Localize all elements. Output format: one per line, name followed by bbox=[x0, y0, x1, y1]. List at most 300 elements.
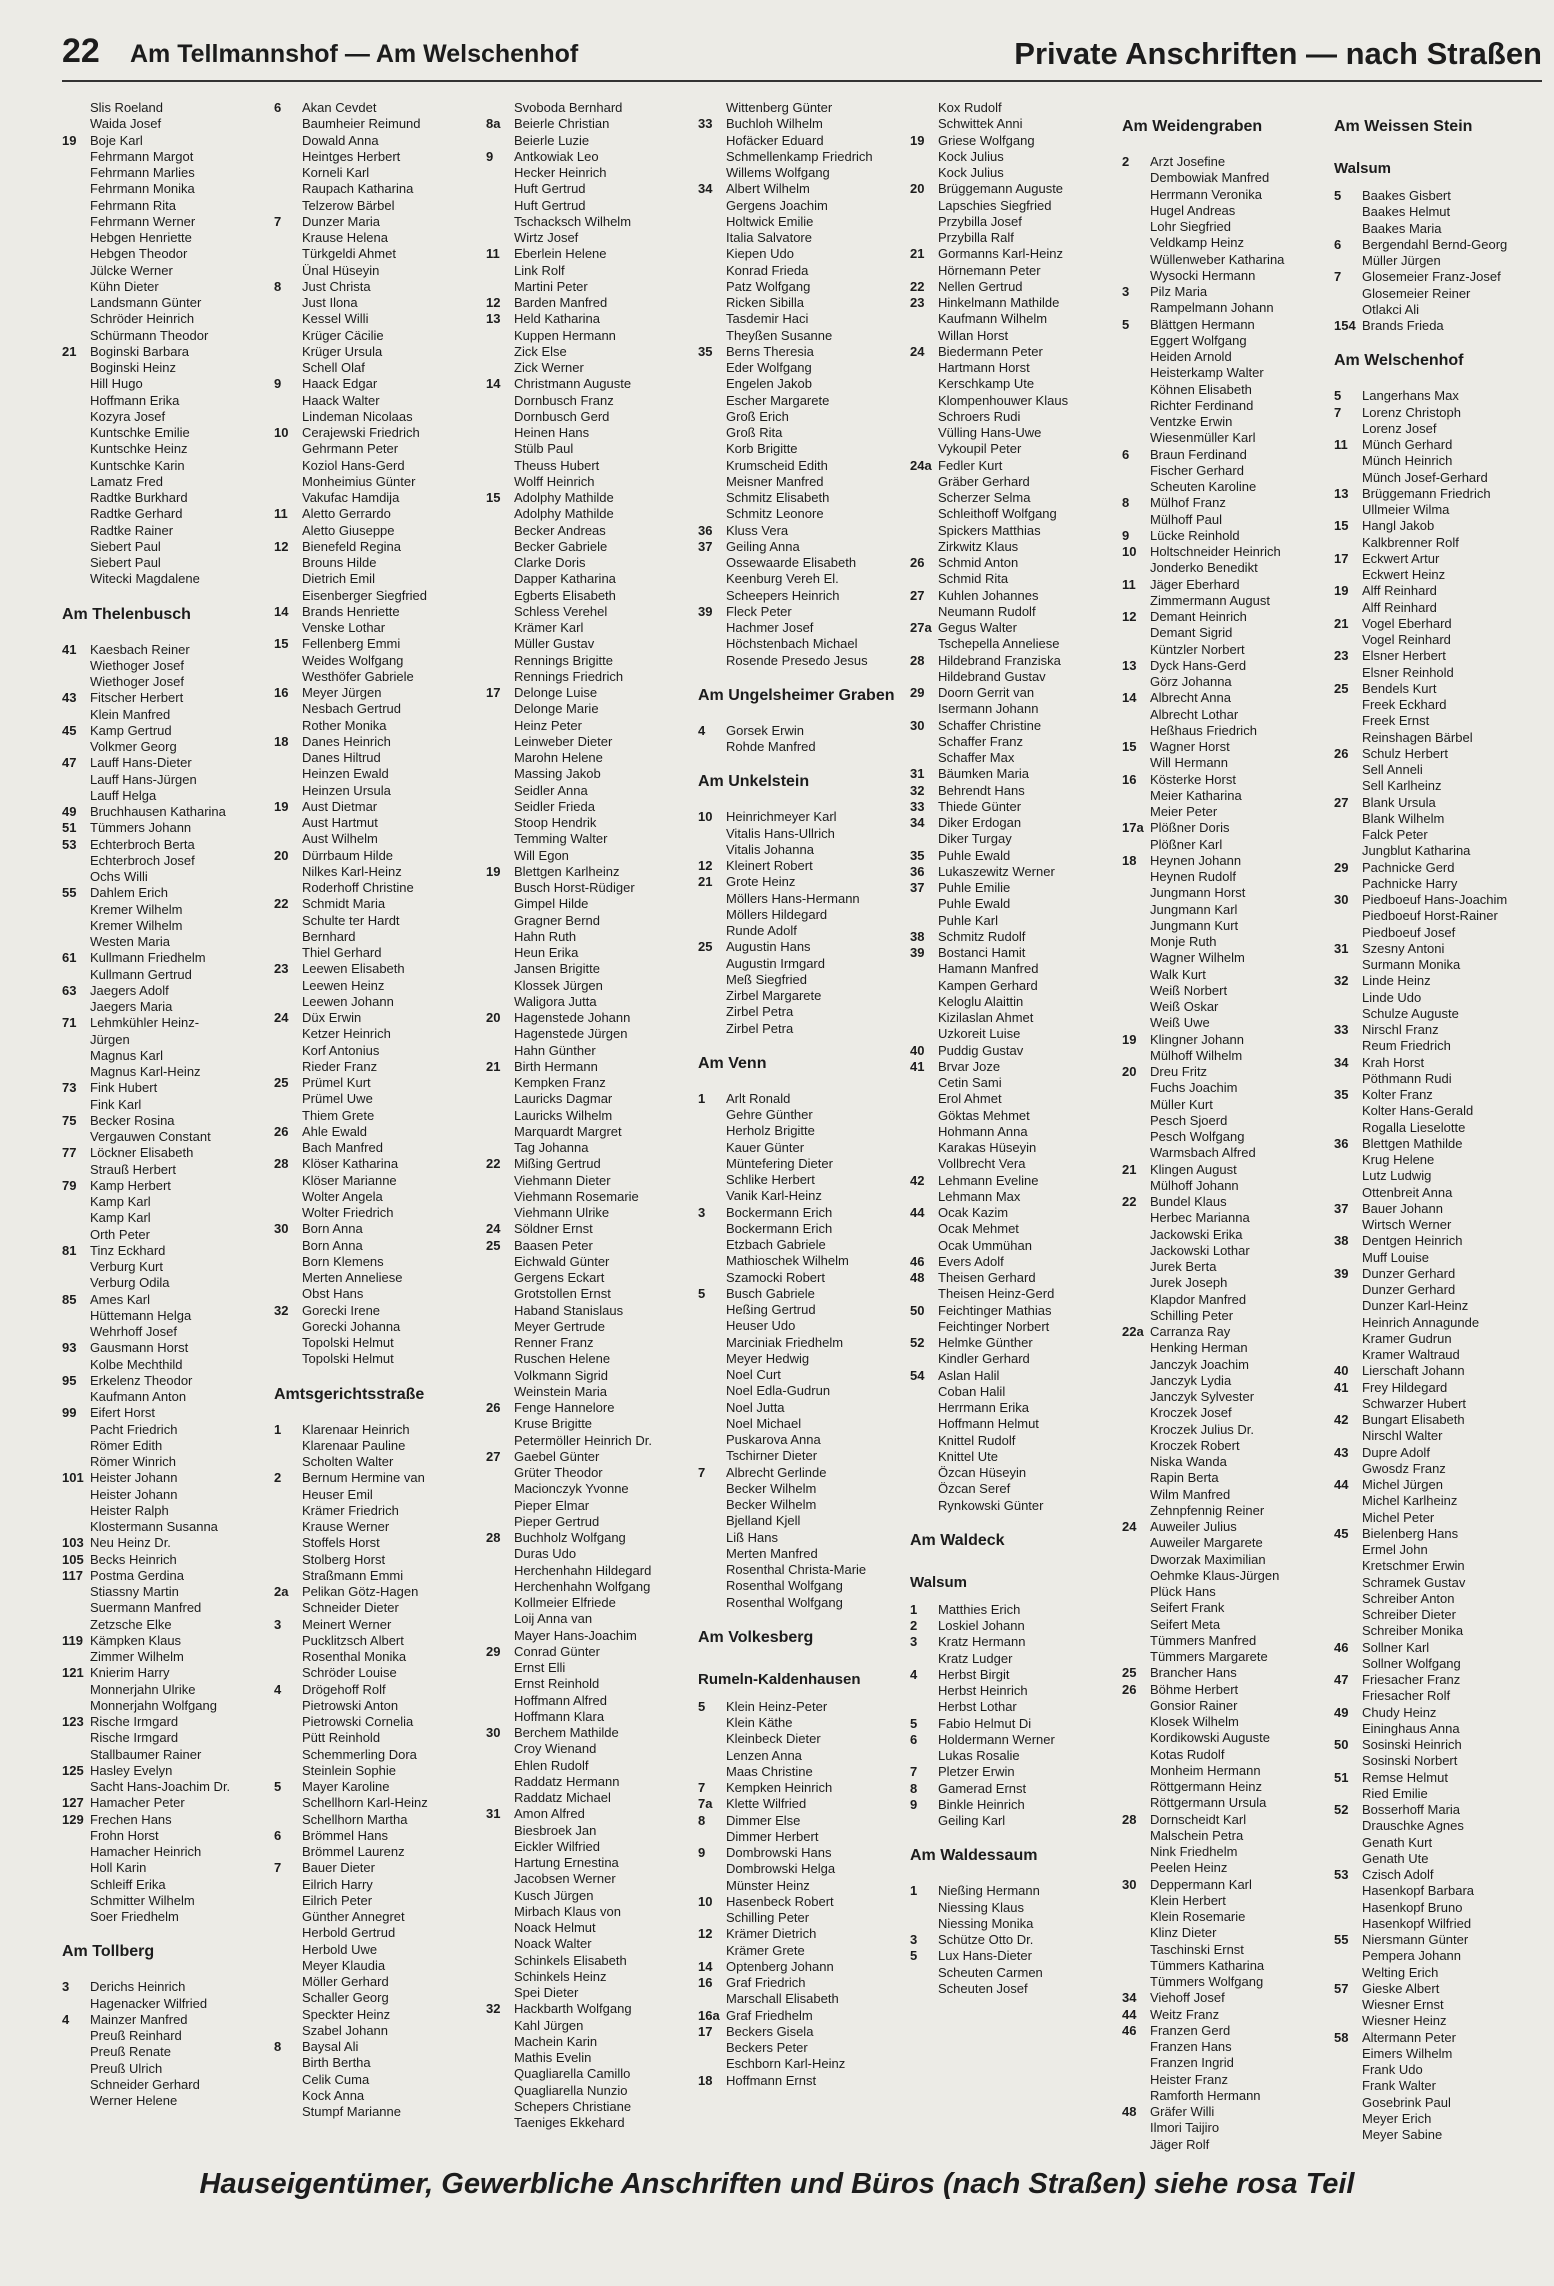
resident-entry bbox=[1334, 1185, 1548, 1201]
house-number: 22 bbox=[910, 278, 925, 294]
resident-entry bbox=[1334, 876, 1548, 892]
resident-name: Kessel Willi bbox=[302, 311, 369, 327]
resident-name: Türkgeldi Ahmet bbox=[302, 246, 396, 262]
resident-entry bbox=[274, 1286, 486, 1302]
resident-name: Graf Friedrich bbox=[726, 1975, 806, 1990]
resident-name: Meyer Jürgen bbox=[302, 685, 382, 700]
resident-name: Schwittek Anni bbox=[938, 116, 1023, 132]
resident-name: Wiethoger Josef bbox=[90, 674, 184, 689]
resident-entry bbox=[1122, 1324, 1334, 1340]
resident-name: Bendels Kurt bbox=[1362, 680, 1437, 696]
house-number: 2 bbox=[1122, 154, 1130, 169]
resident-name: Loij Anna van bbox=[514, 1611, 593, 1627]
resident-entry bbox=[486, 1888, 698, 1904]
resident-entry bbox=[698, 1205, 910, 1221]
resident-entry bbox=[698, 723, 910, 739]
resident-entry bbox=[1122, 430, 1334, 446]
resident-name: Hebgen Henriette bbox=[90, 230, 192, 245]
resident-name: Wolter Friedrich bbox=[302, 1205, 394, 1220]
resident-entry bbox=[910, 718, 1122, 734]
resident-entry bbox=[274, 1665, 486, 1681]
house-number: 7 bbox=[274, 1860, 282, 1876]
resident-name: Herrmann Erika bbox=[938, 1400, 1030, 1415]
resident-name: Eichwald Günter bbox=[514, 1253, 610, 1269]
resident-entry bbox=[486, 1091, 698, 1107]
resident-entry bbox=[62, 1730, 274, 1746]
resident-name: Herbst Lothar bbox=[938, 1699, 1017, 1715]
resident-name: Münch Gerhard bbox=[1362, 437, 1453, 452]
resident-name: Langerhans Max bbox=[1362, 388, 1459, 404]
resident-name: Kampen Gerhard bbox=[938, 977, 1038, 993]
resident-name: Fehrmann Marlies bbox=[90, 165, 195, 180]
resident-entry bbox=[486, 1595, 698, 1611]
resident-name: Weiß Norbert bbox=[1150, 982, 1228, 998]
resident-entry bbox=[62, 1584, 274, 1600]
house-number: 6 bbox=[910, 1731, 918, 1747]
resident-name: Viehmann Rosemarie bbox=[514, 1188, 639, 1204]
resident-name: Hoffmann Ernst bbox=[726, 2072, 817, 2088]
resident-entry bbox=[1334, 1656, 1548, 1672]
resident-entry bbox=[1334, 1981, 1548, 1997]
resident-entry bbox=[486, 1579, 698, 1595]
resident-entry bbox=[62, 820, 274, 836]
resident-name: Aletto Gerrardo bbox=[302, 506, 391, 522]
street-heading: Am Volkesberg bbox=[698, 1628, 814, 1646]
resident-entry bbox=[62, 1568, 274, 1584]
resident-name: Dornbusch Franz bbox=[514, 392, 614, 408]
house-number: 30 bbox=[274, 1221, 289, 1237]
resident-name: Geiling Anna bbox=[726, 538, 800, 554]
house-number: 119 bbox=[62, 1632, 83, 1648]
resident-name: Ried Emilie bbox=[1362, 1785, 1428, 1801]
resident-name: Eggert Wolfgang bbox=[1150, 332, 1247, 348]
resident-name: Born Anna bbox=[302, 1237, 363, 1253]
house-number: 36 bbox=[910, 863, 925, 879]
resident-entry bbox=[62, 344, 274, 360]
resident-entry bbox=[486, 1254, 698, 1270]
resident-entry bbox=[1334, 1428, 1548, 1444]
resident-entry bbox=[1122, 1048, 1334, 1064]
resident-entry bbox=[910, 1732, 1122, 1748]
resident-name: Meß Siegfried bbox=[726, 971, 807, 987]
resident-name: Gergens Joachim bbox=[726, 197, 828, 213]
house-number: 29 bbox=[910, 685, 925, 700]
resident-entry bbox=[1122, 268, 1334, 284]
resident-name: Witecki Magdalene bbox=[90, 571, 200, 587]
resident-name: Fuchs Joachim bbox=[1150, 1080, 1238, 1096]
resident-name: Albrecht Gerlinde bbox=[726, 1464, 827, 1480]
resident-entry bbox=[274, 636, 486, 652]
resident-entry bbox=[486, 1514, 698, 1530]
resident-name: Lorenz Christoph bbox=[1362, 404, 1461, 420]
resident-entry bbox=[486, 393, 698, 409]
resident-entry bbox=[1334, 405, 1548, 421]
resident-name: Walk Kurt bbox=[1150, 966, 1206, 982]
resident-entry bbox=[62, 1227, 274, 1243]
resident-name: Schaller Georg bbox=[302, 1990, 389, 2006]
resident-entry bbox=[62, 1698, 274, 1714]
resident-name: Kock Julius bbox=[938, 165, 1004, 180]
resident-entry bbox=[274, 1877, 486, 1893]
resident-entry bbox=[1122, 1812, 1334, 1828]
resident-entry bbox=[1334, 681, 1548, 697]
resident-entry bbox=[698, 1796, 910, 1812]
resident-entry bbox=[698, 2073, 910, 2089]
house-number: 14 bbox=[698, 1958, 713, 1974]
resident-entry bbox=[1122, 1178, 1334, 1194]
resident-name: Ricken Sibilla bbox=[726, 295, 805, 310]
resident-name: Westhöfer Gabriele bbox=[302, 668, 414, 684]
house-number: 17 bbox=[1334, 550, 1349, 566]
resident-name: Albrecht Anna bbox=[1150, 690, 1231, 706]
resident-entry bbox=[486, 815, 698, 831]
house-number: 16 bbox=[1122, 771, 1137, 787]
resident-name: Rennings Friedrich bbox=[514, 668, 624, 684]
resident-entry bbox=[910, 1651, 1122, 1667]
resident-entry bbox=[1122, 1990, 1334, 2006]
resident-name: Fenge Hannelore bbox=[514, 1400, 615, 1415]
resident-entry bbox=[486, 929, 698, 945]
house-number: 10 bbox=[274, 425, 289, 440]
resident-entry bbox=[274, 994, 486, 1010]
street-heading: Amtsgerichtsstraße bbox=[274, 1385, 425, 1403]
resident-name: Michel Peter bbox=[1362, 1509, 1435, 1525]
house-number: 10 bbox=[698, 1893, 713, 1909]
resident-name: Duras Udo bbox=[514, 1546, 577, 1562]
resident-entry bbox=[910, 1286, 1122, 1302]
resident-name: Celik Cuma bbox=[302, 2071, 370, 2087]
resident-name: Pöthmann Rudi bbox=[1362, 1070, 1452, 1086]
resident-entry bbox=[1334, 583, 1548, 599]
resident-entry bbox=[274, 279, 486, 295]
resident-entry bbox=[698, 1829, 910, 1845]
resident-name: Zimmermann August bbox=[1150, 592, 1270, 608]
resident-entry bbox=[1122, 2120, 1334, 2136]
resident-name: Wolff Heinrich bbox=[514, 473, 595, 489]
resident-name: Genath Kurt bbox=[1362, 1834, 1433, 1850]
resident-name: Dreu Fritz bbox=[1150, 1064, 1208, 1079]
resident-name: Müntefering Dieter bbox=[726, 1155, 833, 1171]
house-number: 38 bbox=[910, 928, 925, 944]
resident-name: Frohn Horst bbox=[90, 1827, 159, 1843]
resident-name: Warmsbach Alfred bbox=[1150, 1145, 1256, 1161]
resident-name: Hackbarth Wolfgang bbox=[514, 2001, 632, 2017]
house-number: 35 bbox=[698, 343, 713, 359]
resident-entry bbox=[486, 523, 698, 539]
directory-column bbox=[62, 100, 274, 2109]
resident-name: Marschall Elisabeth bbox=[726, 1991, 839, 2007]
resident-name: Holdermann Werner bbox=[938, 1731, 1055, 1747]
resident-entry bbox=[486, 1920, 698, 1936]
house-number: 38 bbox=[1334, 1233, 1349, 1249]
house-number: 33 bbox=[698, 116, 713, 132]
house-number: 42 bbox=[910, 1172, 925, 1188]
resident-name: Klossek Jürgen bbox=[514, 977, 603, 993]
resident-entry bbox=[910, 1981, 1122, 1997]
resident-name: Eilrich Peter bbox=[302, 1892, 373, 1908]
resident-entry bbox=[1334, 730, 1548, 746]
resident-entry bbox=[486, 1205, 698, 1221]
resident-name: Theyßen Susanne bbox=[726, 327, 833, 343]
resident-entry bbox=[274, 604, 486, 620]
resident-name: Tschirner Dieter bbox=[726, 1448, 818, 1464]
resident-name: Frank Walter bbox=[1362, 2078, 1436, 2094]
resident-entry bbox=[1334, 1282, 1548, 1298]
resident-name: Gausmann Horst bbox=[90, 1340, 189, 1356]
resident-name: Pütt Reinhold bbox=[302, 1730, 381, 1746]
resident-name: Marciniak Friedhelm bbox=[726, 1334, 844, 1350]
resident-entry bbox=[910, 181, 1122, 197]
resident-entry bbox=[910, 1384, 1122, 1400]
house-number: 6 bbox=[274, 100, 282, 115]
resident-entry bbox=[698, 1318, 910, 1334]
resident-entry bbox=[486, 295, 698, 311]
house-number: 5 bbox=[698, 1285, 706, 1301]
resident-name: Frechen Hans bbox=[90, 1811, 172, 1827]
resident-entry bbox=[698, 1367, 910, 1383]
resident-entry bbox=[62, 1552, 274, 1568]
resident-entry bbox=[910, 523, 1122, 539]
resident-entry bbox=[1122, 235, 1334, 251]
resident-entry bbox=[274, 1140, 486, 1156]
resident-entry bbox=[486, 1936, 698, 1952]
resident-name: Busch Horst-Rüdiger bbox=[514, 880, 635, 895]
resident-name: Blettgen Karlheinz bbox=[514, 863, 620, 879]
resident-entry bbox=[62, 1015, 274, 1031]
resident-name: Remse Helmut bbox=[1362, 1769, 1448, 1785]
resident-entry bbox=[910, 1667, 1122, 1683]
resident-entry bbox=[1122, 544, 1334, 560]
resident-name: Puhle Karl bbox=[938, 912, 998, 928]
resident-name: Machein Karin bbox=[514, 2033, 598, 2049]
resident-entry bbox=[1122, 1292, 1334, 1308]
resident-name: Lauff Hans-Jürgen bbox=[90, 771, 197, 787]
house-number: 18 bbox=[1122, 852, 1137, 868]
resident-entry bbox=[1334, 2062, 1548, 2078]
resident-entry bbox=[1334, 1380, 1548, 1396]
house-number: 8 bbox=[274, 2039, 282, 2054]
resident-entry bbox=[486, 360, 698, 376]
resident-name: Hagenstede Jürgen bbox=[514, 1026, 628, 1042]
resident-name: Isermann Johann bbox=[938, 701, 1039, 717]
resident-entry bbox=[910, 766, 1122, 782]
resident-name: Radtke Rainer bbox=[90, 522, 174, 538]
resident-name: Przybilla Josef bbox=[938, 213, 1022, 229]
resident-entry bbox=[274, 490, 486, 506]
house-number: 5 bbox=[1334, 188, 1342, 203]
district-subheading: Walsum bbox=[910, 1573, 967, 1591]
resident-entry bbox=[486, 880, 698, 896]
resident-name: Przybilla Ralf bbox=[938, 230, 1014, 245]
resident-entry bbox=[910, 393, 1122, 409]
resident-name: Plück Hans bbox=[1150, 1584, 1216, 1599]
resident-name: Tümmers Johann bbox=[90, 820, 192, 836]
resident-entry bbox=[274, 1860, 486, 1876]
resident-entry bbox=[1122, 170, 1334, 186]
resident-entry bbox=[1334, 421, 1548, 437]
house-number: 17a bbox=[1122, 820, 1144, 836]
resident-entry bbox=[1122, 1958, 1334, 1974]
resident-entry bbox=[62, 133, 274, 149]
house-number: 75 bbox=[62, 1112, 77, 1128]
resident-entry bbox=[274, 1714, 486, 1730]
resident-name: Hagenacker Wilfried bbox=[90, 1995, 208, 2011]
resident-name: Malschein Petra bbox=[1150, 1827, 1244, 1843]
house-number: 32 bbox=[1334, 973, 1349, 989]
resident-name: Gorecki Johanna bbox=[302, 1318, 401, 1334]
resident-entry bbox=[910, 441, 1122, 457]
resident-entry bbox=[62, 772, 274, 788]
resident-name: Schellhorn Martha bbox=[302, 1811, 408, 1827]
resident-entry bbox=[698, 523, 910, 539]
resident-entry bbox=[910, 214, 1122, 230]
resident-entry bbox=[486, 1270, 698, 1286]
house-number: 25 bbox=[1122, 1665, 1137, 1681]
resident-entry bbox=[1122, 1275, 1334, 1291]
resident-entry bbox=[62, 853, 274, 869]
resident-entry bbox=[486, 1481, 698, 1497]
resident-entry bbox=[1122, 447, 1334, 463]
resident-entry bbox=[486, 100, 698, 116]
resident-entry bbox=[1122, 1519, 1334, 1535]
house-number: 17 bbox=[698, 2023, 713, 2039]
resident-entry bbox=[62, 1877, 274, 1893]
resident-entry bbox=[486, 588, 698, 604]
resident-name: Kuntschke Karin bbox=[90, 457, 185, 473]
resident-entry bbox=[698, 620, 910, 636]
resident-name: Italia Salvatore bbox=[726, 230, 812, 245]
resident-name: Piedboeuf Hans-Joachim bbox=[1362, 892, 1508, 907]
resident-entry bbox=[910, 1173, 1122, 1189]
house-number: 8 bbox=[1122, 495, 1130, 511]
resident-entry bbox=[910, 1699, 1122, 1715]
page-number: 22 bbox=[62, 32, 100, 70]
resident-name: Eininghaus Anna bbox=[1362, 1720, 1460, 1736]
resident-name: Kox Rudolf bbox=[938, 100, 1002, 115]
resident-entry bbox=[1122, 1535, 1334, 1551]
resident-name: Surmann Monika bbox=[1362, 957, 1461, 972]
resident-entry bbox=[274, 539, 486, 555]
resident-name: Augustin Irmgard bbox=[726, 955, 825, 971]
resident-name: Plößner Doris bbox=[1150, 820, 1230, 836]
house-number: 11 bbox=[1334, 437, 1348, 452]
resident-name: Lauff Helga bbox=[90, 787, 157, 803]
resident-entry bbox=[62, 1812, 274, 1828]
resident-entry bbox=[910, 1813, 1122, 1829]
resident-name: Delonge Luise bbox=[514, 685, 598, 700]
resident-entry bbox=[698, 1943, 910, 1959]
house-number: 27 bbox=[1334, 794, 1349, 810]
resident-entry bbox=[1334, 1867, 1548, 1883]
resident-entry bbox=[274, 230, 486, 246]
resident-name: Bungart Elisabeth bbox=[1362, 1412, 1465, 1427]
resident-name: Pieper Elmar bbox=[514, 1497, 590, 1513]
resident-name: Theuss Hubert bbox=[514, 457, 600, 473]
resident-entry bbox=[698, 653, 910, 669]
resident-name: Lapschies Siegfried bbox=[938, 197, 1052, 213]
resident-entry bbox=[910, 1416, 1122, 1432]
resident-name: Adolphy Mathilde bbox=[514, 506, 614, 522]
house-number: 13 bbox=[1122, 657, 1137, 673]
resident-entry bbox=[486, 425, 698, 441]
street-heading: Am Weissen Stein bbox=[1334, 118, 1473, 135]
resident-entry bbox=[910, 165, 1122, 181]
resident-entry bbox=[698, 842, 910, 858]
house-number: 3 bbox=[1122, 284, 1130, 299]
house-number: 37 bbox=[698, 538, 713, 554]
resident-name: Schleithoff Wolfgang bbox=[938, 506, 1057, 522]
resident-name: Krämer Dietrich bbox=[726, 1926, 817, 1942]
resident-name: Wehrhoff Josef bbox=[90, 1324, 177, 1339]
resident-entry bbox=[486, 848, 698, 864]
resident-name: Szamocki Robert bbox=[726, 1269, 825, 1285]
resident-name: Gergens Eckart bbox=[514, 1270, 605, 1285]
resident-name: Quagliarella Nunzio bbox=[514, 2082, 628, 2098]
house-number: 54 bbox=[910, 1367, 925, 1383]
resident-entry bbox=[698, 425, 910, 441]
house-number: 3 bbox=[910, 1932, 918, 1947]
resident-entry bbox=[274, 393, 486, 409]
resident-name: Eckwert Artur bbox=[1362, 550, 1440, 566]
resident-entry bbox=[486, 181, 698, 197]
house-number: 8a bbox=[486, 116, 501, 132]
resident-entry bbox=[910, 1433, 1122, 1449]
resident-name: Mülhof Franz bbox=[1150, 495, 1226, 511]
resident-entry bbox=[1334, 318, 1548, 334]
resident-entry bbox=[1334, 1542, 1548, 1558]
resident-name: Fabio Helmut Di bbox=[938, 1715, 1032, 1731]
resident-name: Nesbach Gertrud bbox=[302, 701, 401, 717]
resident-name: Bergendahl Bernd-Georg bbox=[1362, 236, 1508, 252]
resident-name: Frey Hildegard bbox=[1362, 1379, 1448, 1395]
directory-columns bbox=[62, 100, 1548, 2160]
resident-entry bbox=[486, 1871, 698, 1887]
resident-entry bbox=[274, 1730, 486, 1746]
resident-name: Herholz Brigitte bbox=[726, 1123, 815, 1139]
resident-entry bbox=[1334, 762, 1548, 778]
resident-name: Schilling Peter bbox=[1150, 1307, 1234, 1323]
resident-entry bbox=[698, 1910, 910, 1926]
resident-entry bbox=[1334, 1510, 1548, 1526]
resident-entry bbox=[1122, 187, 1334, 203]
resident-entry bbox=[274, 669, 486, 685]
house-number: 13 bbox=[486, 311, 501, 327]
resident-name: Konrad Frieda bbox=[726, 262, 809, 278]
house-number: 31 bbox=[910, 766, 925, 782]
resident-name: Prümel Uwe bbox=[302, 1091, 373, 1107]
house-number: 30 bbox=[1334, 892, 1349, 907]
resident-name: Baakes Maria bbox=[1362, 220, 1442, 236]
resident-name: Temming Walter bbox=[514, 831, 608, 847]
resident-name: Uzkoreit Luise bbox=[938, 1026, 1021, 1042]
resident-name: Schell Olaf bbox=[302, 360, 365, 375]
resident-entry bbox=[1122, 1925, 1334, 1941]
resident-entry bbox=[486, 1855, 698, 1871]
resident-name: Stoffels Horst bbox=[302, 1535, 380, 1551]
resident-entry bbox=[698, 1237, 910, 1253]
resident-name: Dapper Katharina bbox=[514, 571, 616, 587]
resident-name: Kleinert Robert bbox=[726, 858, 813, 873]
resident-entry bbox=[698, 1813, 910, 1829]
resident-entry bbox=[698, 1156, 910, 1172]
resident-name: Rohde Manfred bbox=[726, 739, 816, 754]
resident-name: Mayer Hans-Joachim bbox=[514, 1627, 637, 1643]
resident-name: Wüllenweber Katharina bbox=[1150, 251, 1285, 267]
resident-name: Kolbe Mechthild bbox=[90, 1356, 183, 1372]
resident-name: Kösterke Horst bbox=[1150, 771, 1236, 787]
resident-name: Kolter Hans-Gerald bbox=[1362, 1103, 1474, 1119]
resident-name: Böhme Herbert bbox=[1150, 1681, 1239, 1697]
